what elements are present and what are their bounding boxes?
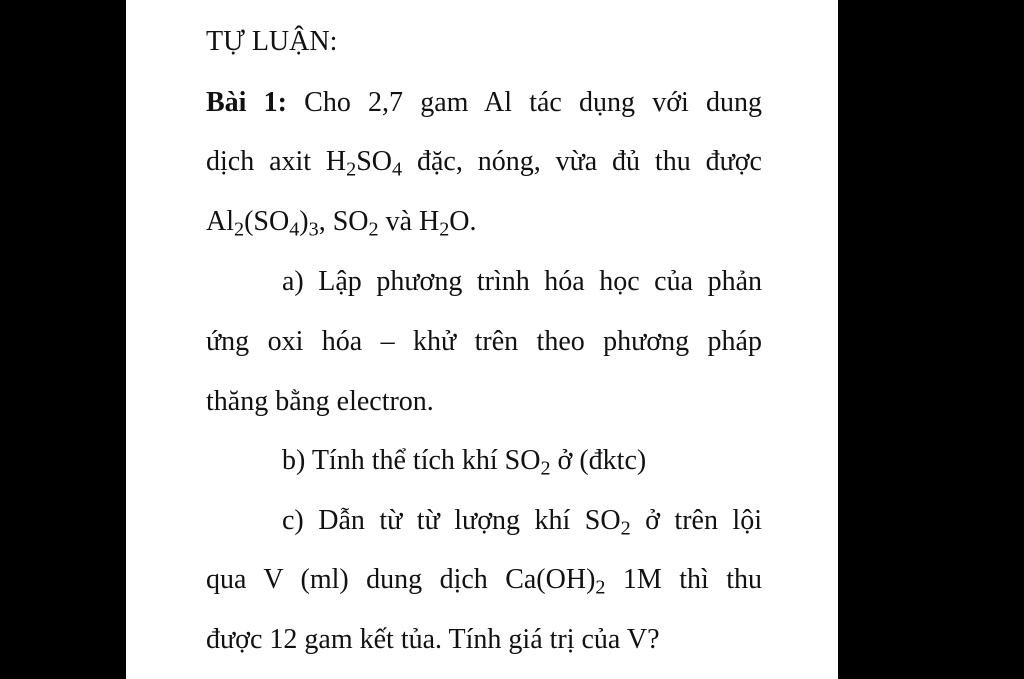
part-b-line [206, 441, 762, 481]
text-run: O. [449, 206, 477, 237]
part-a-text: ứng oxi hóa – khử trên theo phương pháp [206, 326, 762, 357]
text-run: Al [206, 206, 234, 237]
problem-label: Bài 1: [206, 87, 287, 118]
heading-text: TỰ LUẬN: [206, 26, 338, 57]
part-a-text: thăng bằng electron. [206, 386, 434, 417]
text-run: dịch axit H [206, 146, 347, 177]
subscript: 2 [620, 517, 631, 540]
subscript: 2 [595, 576, 606, 599]
subscript: 2 [368, 218, 379, 241]
part-c-line-2 [206, 560, 762, 600]
part-c-line-1 [206, 501, 762, 541]
text-run: đặc, nóng, vừa đủ thu được [402, 146, 762, 177]
part-a-line-2 [206, 322, 762, 362]
text-run: , SO [318, 206, 369, 237]
part-b-text: ở (đktc) [550, 445, 647, 476]
part-c-line-3 [206, 620, 762, 660]
document-page [126, 0, 838, 679]
subscript: 3 [308, 218, 319, 241]
subscript: 2 [346, 158, 357, 181]
text-run: và H [378, 206, 440, 237]
part-c-text: qua V (ml) dung dịch Ca(OH) [206, 564, 596, 595]
subscript: 2 [540, 457, 551, 480]
text-run: SO [356, 146, 393, 177]
subscript: 4 [289, 218, 300, 241]
subscript: 2 [234, 218, 245, 241]
part-b-text: b) Tính thể tích khí SO [282, 445, 541, 476]
part-c-text: 1M thì thu [605, 564, 763, 595]
part-c-text: c) Dẫn từ từ lượng khí SO [282, 505, 621, 536]
subscript: 2 [439, 218, 450, 241]
problem-line-2 [206, 142, 762, 182]
heading [206, 22, 762, 62]
text-run: ) [299, 206, 309, 237]
problem-line-1 [206, 83, 762, 123]
part-a-line-3 [206, 382, 762, 422]
part-a-text: a) Lập phương trình hóa học của phản [282, 266, 762, 297]
problem-text: Cho 2,7 gam Al tác dụng với dung [304, 87, 763, 118]
part-a-line-1 [206, 262, 762, 302]
text-run: (SO [244, 206, 290, 237]
part-c-text: được 12 gam kết tủa. Tính giá trị của V? [206, 624, 660, 655]
problem-line-3 [206, 202, 762, 242]
part-c-text: ở trên lội [630, 505, 762, 536]
subscript: 4 [392, 158, 403, 181]
